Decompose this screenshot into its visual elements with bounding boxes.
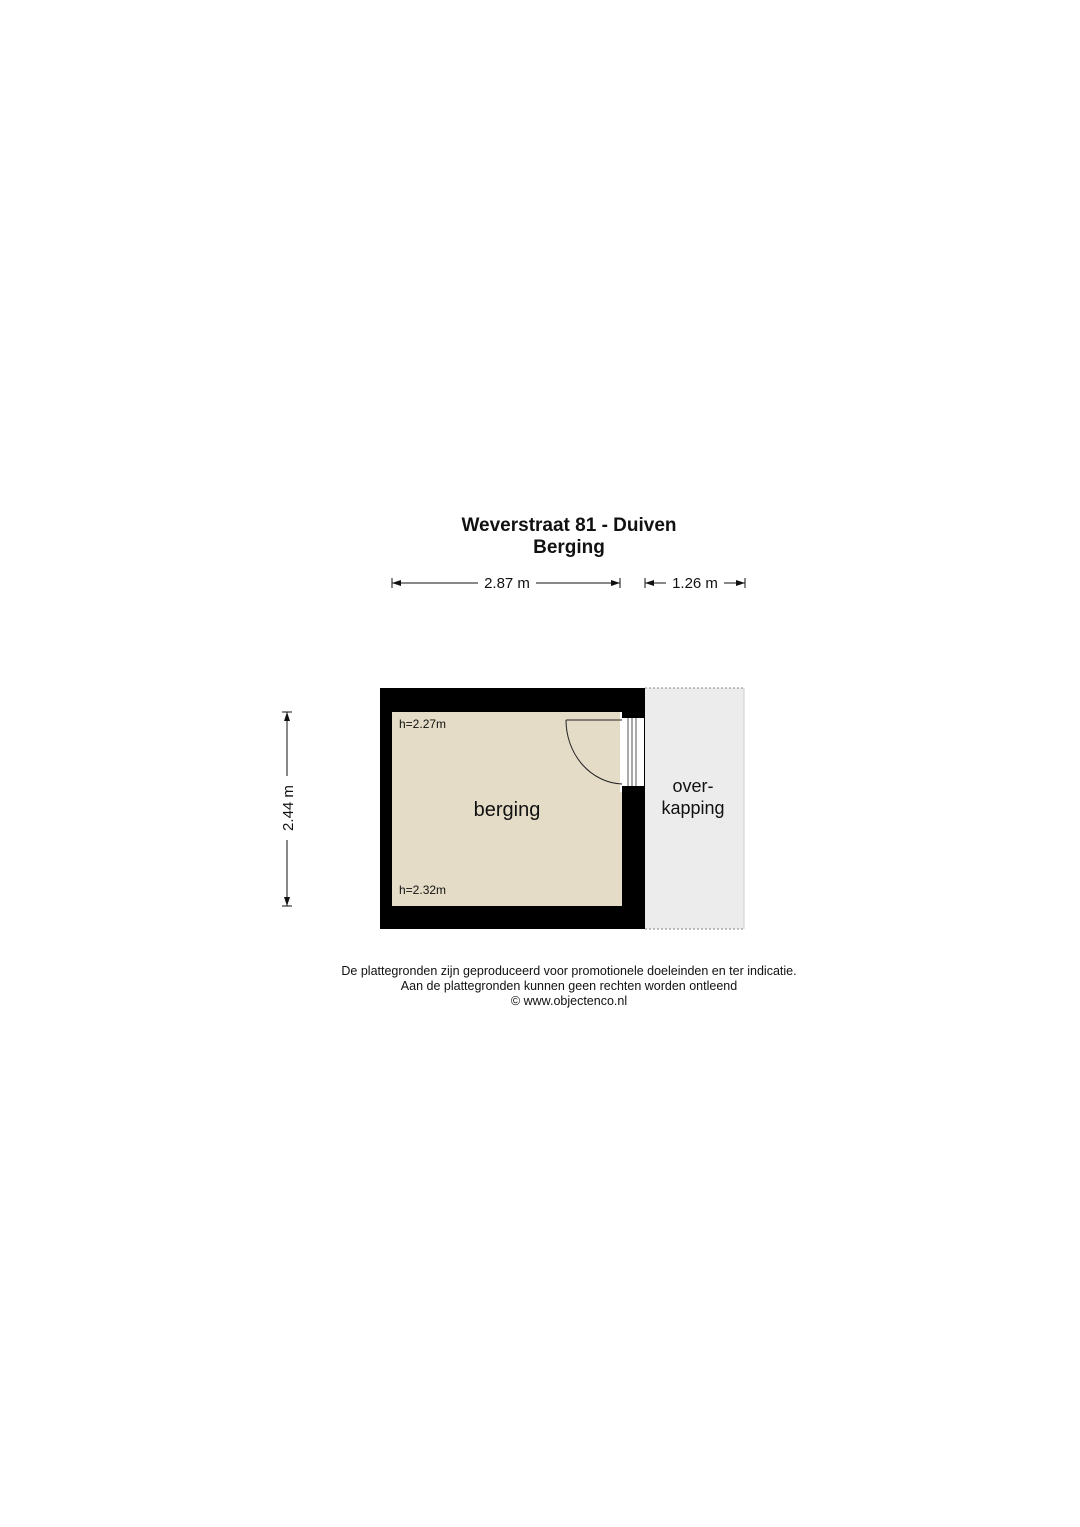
plan-title: Weverstraat 81 - Duiven bbox=[461, 515, 677, 536]
storage-height-bottom: h=2.32m bbox=[399, 883, 447, 897]
canopy-label-line1: over- bbox=[672, 776, 714, 796]
dimension-height bbox=[280, 712, 297, 906]
dimension-width-main-label: 2.87 m bbox=[484, 575, 530, 592]
dimension-width-side bbox=[645, 575, 745, 592]
disclaimer-line-1: De plattegronden zijn geproduceerd voor promotionele doeleinden en ter indicatie. bbox=[341, 964, 797, 978]
storage-room bbox=[392, 712, 644, 906]
storage-height-top: h=2.27m bbox=[399, 717, 447, 731]
storage-label: berging bbox=[473, 799, 541, 821]
copyright-line: © www.objectenco.nl bbox=[510, 994, 628, 1008]
dimension-width-main bbox=[392, 575, 620, 592]
canopy-label-line2: kapping bbox=[661, 798, 725, 818]
plan-subtitle: Berging bbox=[533, 537, 605, 558]
canopy-area bbox=[645, 688, 744, 929]
disclaimer bbox=[0, 964, 1080, 1009]
disclaimer-line-2: Aan de plattegronden kunnen geen rechten worden ontleend bbox=[400, 979, 738, 993]
dimension-width-side-label: 1.26 m bbox=[672, 575, 718, 592]
dimension-height-label: 2.44 m bbox=[280, 785, 297, 831]
